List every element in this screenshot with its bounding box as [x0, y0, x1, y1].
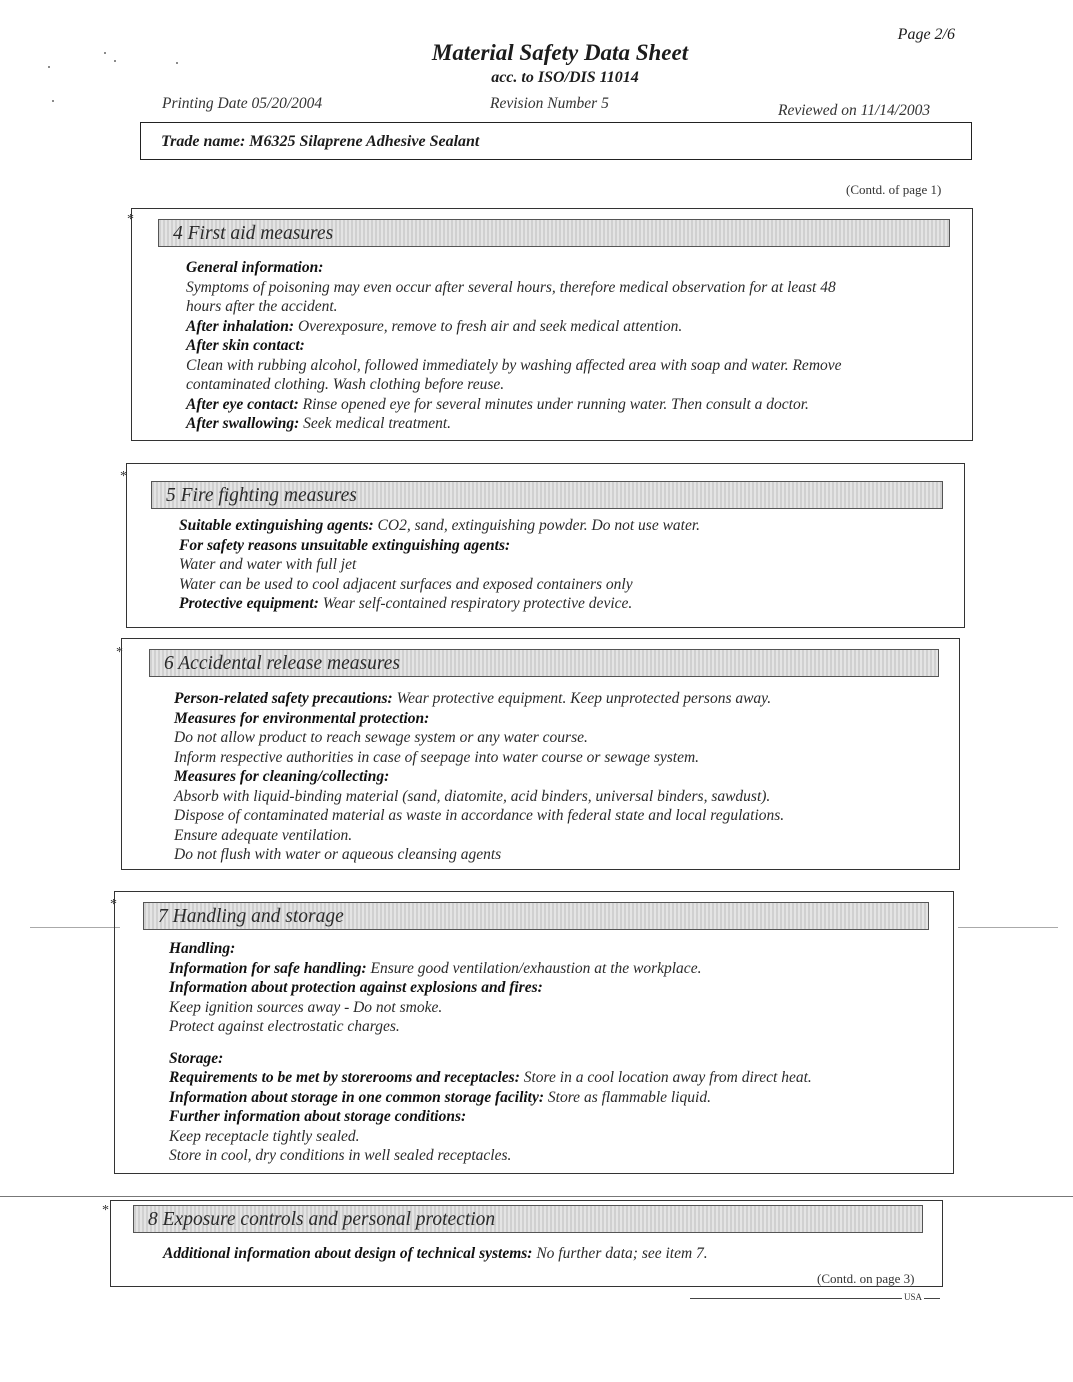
text-line: [174, 845, 784, 865]
field-text: Wear protective equipment. Keep unprotected persons away.: [392, 690, 772, 707]
text-line: [174, 709, 784, 729]
scan-line: [30, 927, 120, 928]
text-line: [186, 336, 842, 356]
text-line: [174, 767, 784, 787]
field-text: Dispose of contaminated material as waste in accordance with federal state and local regulations.: [174, 807, 785, 824]
field-label: Handling:: [169, 940, 236, 957]
text-line: [169, 939, 812, 959]
field-text: Absorb with liquid-binding material (sand, diatomite, acid binders, universal binders, sawdust).: [174, 787, 771, 805]
text-line: [174, 787, 784, 807]
field-text: Ensure adequate ventilation.: [174, 826, 353, 844]
field-label: General information:: [186, 259, 324, 276]
page-number: Page 2/6: [897, 26, 955, 43]
scan-speck: [104, 52, 106, 54]
field-text: Overexposure, remove to fresh air and seek medical attention.: [294, 317, 683, 335]
text-line: [186, 395, 842, 415]
text-line: [169, 1068, 812, 1088]
text-line: [186, 356, 842, 376]
field-label: Measures for cleaning/collecting:: [174, 768, 390, 785]
field-label: After swallowing:: [186, 415, 300, 432]
text-line: [174, 826, 784, 846]
field-text: hours after the accident.: [186, 298, 338, 315]
section-fire-fighting: [126, 463, 965, 628]
field-text: Rinse opened eye for several minutes under running water. Then consult a doctor.: [298, 395, 809, 413]
field-text: Water can be used to cool adjacent surfaces and exposed containers only: [179, 575, 633, 593]
text-line: [169, 1146, 812, 1166]
text-line: [169, 1049, 812, 1069]
continued-on-label: (Contd. on page 3): [817, 1271, 915, 1286]
section-heading: 5 Fire fighting measures: [151, 481, 943, 509]
text-line: [179, 555, 700, 575]
scan-line: [958, 927, 1058, 928]
text-line: [174, 806, 784, 826]
text-line: [186, 414, 842, 434]
text-line: [169, 1127, 812, 1147]
section-content: [179, 516, 700, 614]
revision-number: Revision Number 5: [490, 95, 609, 112]
text-line: [186, 258, 842, 278]
field-text: Do not flush with water or aqueous cleansing agents: [174, 846, 502, 863]
text-line: [174, 748, 784, 768]
field-text: Protect against electrostatic charges.: [169, 1018, 400, 1035]
field-text: Seek medical treatment.: [299, 415, 452, 432]
field-text: No further data; see item 7.: [532, 1245, 708, 1262]
scan-line: [0, 1196, 1073, 1197]
scan-speck: [176, 62, 178, 64]
document-subtitle: acc. to ISO/DIS 11014: [491, 69, 639, 86]
text-line: [186, 297, 842, 317]
field-label: Additional information about design of technical systems:: [163, 1245, 533, 1262]
revision-star: *: [120, 469, 127, 484]
section-content: [186, 258, 842, 434]
section-heading: 6 Accidental release measures: [149, 649, 939, 677]
section-exposure-controls: [110, 1200, 943, 1287]
trade-name-box: [140, 122, 972, 160]
text-line: [179, 516, 700, 536]
field-label: Suitable extinguishing agents:: [179, 517, 374, 534]
field-text: Inform respective authorities in case of seepage into water course or sewage system.: [174, 748, 700, 766]
field-label: For safety reasons unsuitable extinguishing agents:: [179, 536, 511, 554]
field-text: Store in a cool location away from direct heat.: [519, 1069, 812, 1086]
text-line: [169, 998, 812, 1018]
section-heading: 7 Handling and storage: [143, 902, 929, 930]
scan-speck: [52, 100, 54, 102]
text-line: [174, 728, 784, 748]
section-accidental-release: [121, 638, 960, 870]
section-content: [163, 1244, 708, 1264]
field-label: Information about protection against explosions and fires:: [169, 979, 543, 996]
section-heading: 8 Exposure controls and personal protection: [133, 1205, 923, 1233]
scan-speck: [48, 66, 50, 68]
field-label: Storage:: [169, 1049, 224, 1067]
section-first-aid: [131, 208, 973, 441]
field-label: After eye contact:: [186, 395, 299, 413]
text-line: [179, 594, 700, 614]
field-label: After inhalation:: [186, 317, 295, 335]
section-content: [174, 689, 784, 865]
field-label: Information about storage in one common storage facility:: [169, 1088, 545, 1106]
section-handling-storage: [114, 891, 954, 1174]
revision-star: *: [110, 897, 117, 912]
field-text: Keep ignition sources away - Do not smoke.: [169, 998, 443, 1016]
revision-star: *: [102, 1203, 109, 1218]
field-text: Store in cool, dry conditions in well sealed receptacles.: [169, 1147, 512, 1164]
field-text: Symptoms of poisoning may even occur after several hours, therefore medical observation for at least 48: [186, 278, 836, 296]
printing-date: Printing Date 05/20/2004: [162, 95, 323, 112]
field-text: contaminated clothing. Wash clothing before reuse.: [186, 376, 505, 393]
field-label: Information for safe handling:: [169, 959, 367, 977]
text-line: [169, 1088, 812, 1108]
field-text: Do not allow product to reach sewage system or any water course.: [174, 729, 588, 746]
section-content: [169, 939, 812, 1166]
revision-star: *: [127, 212, 134, 227]
document-title: Material Safety Data Sheet: [431, 40, 689, 65]
scan-speck: [114, 60, 116, 62]
field-text: Ensure good ventilation/exhaustion at the workplace.: [366, 959, 702, 977]
footer-country: USA: [904, 1292, 923, 1302]
trade-name: Trade name: M6325 Silaprene Adhesive Sealant: [161, 133, 480, 150]
field-label: Person-related safety precautions:: [174, 690, 393, 707]
text-line: [169, 1107, 812, 1127]
field-label: Further information about storage conditions:: [169, 1108, 467, 1125]
line-gap: [169, 1037, 812, 1049]
text-line: [169, 978, 812, 998]
reviewed-date: Reviewed on 11/14/2003: [778, 102, 931, 119]
field-label: Protective equipment:: [179, 595, 319, 612]
field-text: Store as flammable liquid.: [544, 1088, 711, 1106]
text-line: [186, 375, 842, 395]
text-line: [179, 575, 700, 595]
field-text: Keep receptacle tightly sealed.: [169, 1127, 360, 1145]
field-text: Water and water with full jet: [179, 556, 357, 573]
continued-from-label: (Contd. of page 1): [846, 182, 942, 197]
text-line: [179, 536, 700, 556]
field-label: After skin contact:: [186, 337, 305, 354]
text-line: [169, 959, 812, 979]
revision-star: *: [116, 645, 123, 660]
section-heading: 4 First aid measures: [158, 219, 950, 247]
text-line: [186, 317, 842, 337]
field-text: Clean with rubbing alcohol, followed immediately by washing affected area with soap and water. Remove: [186, 356, 842, 374]
text-line: [163, 1244, 708, 1264]
field-text: CO2, sand, extinguishing powder. Do not use water.: [373, 517, 701, 534]
field-label: Requirements to be met by storerooms and receptacles:: [169, 1069, 520, 1086]
field-label: Measures for environmental protection:: [174, 709, 430, 727]
field-text: Wear self-contained respiratory protective device.: [318, 595, 633, 612]
text-line: [169, 1017, 812, 1037]
text-line: [186, 278, 842, 298]
text-line: [174, 689, 784, 709]
